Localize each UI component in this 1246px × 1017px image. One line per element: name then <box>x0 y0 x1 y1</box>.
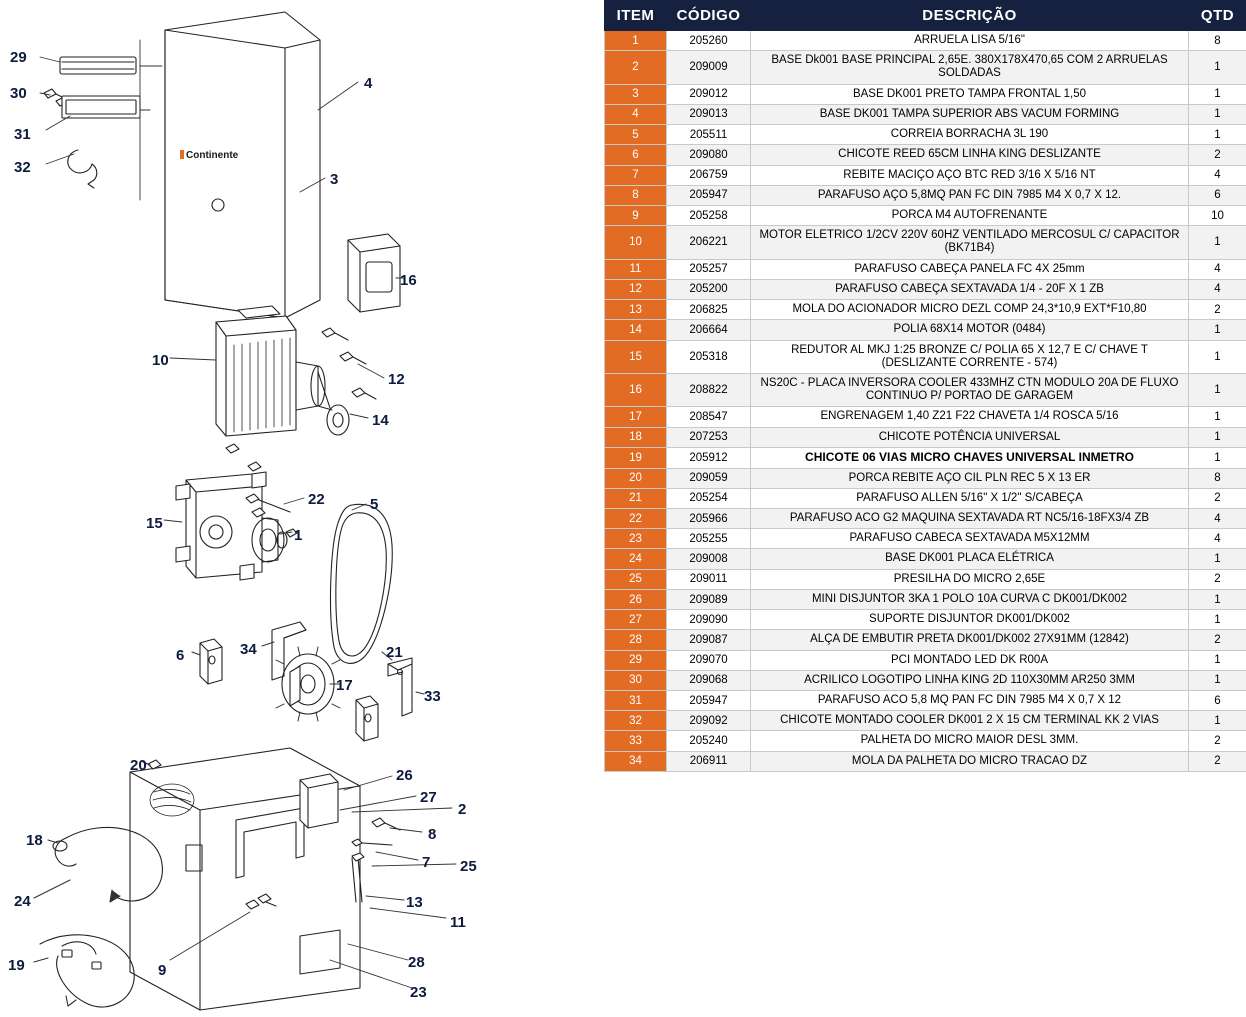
cell-codigo: 209009 <box>667 51 751 84</box>
cell-qtd: 1 <box>1189 447 1246 468</box>
cell-codigo: 205255 <box>667 529 751 549</box>
cell-item: 9 <box>605 205 667 225</box>
cell-item: 13 <box>605 300 667 320</box>
callout-23: 23 <box>410 984 427 1001</box>
cell-codigo: 209013 <box>667 104 751 124</box>
table-row <box>605 51 1246 84</box>
cell-item: 14 <box>605 320 667 340</box>
cell-codigo: 205966 <box>667 509 751 529</box>
table-row <box>605 447 1246 468</box>
table-row <box>605 185 1246 205</box>
cell-codigo: 205258 <box>667 205 751 225</box>
cell-qtd: 2 <box>1189 488 1246 508</box>
cell-codigo: 205260 <box>667 31 751 51</box>
table-row <box>605 320 1246 340</box>
v-belt-part <box>331 504 393 663</box>
cell-descricao: PORCA M4 AUTOFRENANTE <box>751 205 1189 225</box>
header-qtd: QTD <box>1189 1 1246 31</box>
cell-qtd: 1 <box>1189 226 1246 259</box>
cell-descricao: POLIA 68X14 MOTOR (0484) <box>751 320 1189 340</box>
callout-6: 6 <box>176 647 185 664</box>
cell-codigo: 207253 <box>667 427 751 447</box>
cell-item: 10 <box>605 226 667 259</box>
callout-5: 5 <box>370 496 379 513</box>
cell-item: 8 <box>605 185 667 205</box>
callout-20: 20 <box>130 757 147 774</box>
cell-descricao: PCI MONTADO LED DK R00A <box>751 650 1189 670</box>
cell-codigo: 206759 <box>667 165 751 185</box>
cell-descricao: REDUTOR AL MKJ 1:25 BRONZE C/ POLIA 65 X 12,7 E C/ CHAVE T (DESLIZANTE CORRENTE - 574) <box>751 340 1189 373</box>
callout-17: 17 <box>336 677 353 694</box>
table-row <box>605 84 1246 104</box>
cell-qtd: 10 <box>1189 205 1246 225</box>
cell-qtd: 1 <box>1189 670 1246 690</box>
led-pcb-part <box>60 57 136 74</box>
cell-codigo: 205912 <box>667 447 751 468</box>
callout-14: 14 <box>372 412 389 429</box>
table-row <box>605 670 1246 690</box>
metal-bracket-part <box>388 658 412 716</box>
table-row <box>605 31 1246 51</box>
cell-qtd: 1 <box>1189 549 1246 569</box>
callout-16: 16 <box>400 272 417 289</box>
parts-table <box>604 0 1246 772</box>
cell-item: 19 <box>605 447 667 468</box>
cell-item: 23 <box>605 529 667 549</box>
header-codigo: CÓDIGO <box>667 1 751 31</box>
cell-item: 17 <box>605 407 667 427</box>
callout-29: 29 <box>10 49 27 66</box>
cell-qtd: 8 <box>1189 468 1246 488</box>
cell-descricao: MINI DISJUNTOR 3KA 1 POLO 10A CURVA C DK001/DK002 <box>751 589 1189 609</box>
cell-qtd: 4 <box>1189 259 1246 279</box>
cell-descricao: ACRILICO LOGOTIPO LINHA KING 2D 110X30MM AR250 3MM <box>751 670 1189 690</box>
cell-codigo: 209012 <box>667 84 751 104</box>
cell-codigo: 209008 <box>667 549 751 569</box>
callout-12: 12 <box>388 371 405 388</box>
cell-item: 26 <box>605 589 667 609</box>
cell-item: 24 <box>605 549 667 569</box>
cell-codigo: 205254 <box>667 488 751 508</box>
svg-text:Continente: Continente <box>186 150 239 161</box>
table-row <box>605 468 1246 488</box>
cell-qtd: 1 <box>1189 125 1246 145</box>
cell-descricao: PARAFUSO CABEÇA PANELA FC 4X 25mm <box>751 259 1189 279</box>
electric-motor-part <box>216 306 349 436</box>
callout-30: 30 <box>10 85 27 102</box>
cell-qtd: 1 <box>1189 373 1246 406</box>
cell-qtd: 2 <box>1189 569 1246 589</box>
cell-descricao: PARAFUSO ALLEN 5/16" X 1/2" S/CABEÇA <box>751 488 1189 508</box>
callout-1: 1 <box>294 527 303 544</box>
callout-10: 10 <box>152 352 169 369</box>
header-descricao: DESCRIÇÃO <box>751 1 1189 31</box>
cell-item: 3 <box>605 84 667 104</box>
microswitch-harness-part <box>40 935 134 1007</box>
table-row <box>605 509 1246 529</box>
cell-descricao: MOLA DA PALHETA DO MICRO TRACAO DZ <box>751 751 1189 771</box>
cell-descricao: PARAFUSO ACO 5,8 MQ PAN FC DIN 7985 M4 X 0,7 X 12 <box>751 691 1189 711</box>
table-row <box>605 610 1246 630</box>
cell-item: 16 <box>605 373 667 406</box>
cell-descricao: BASE DK001 TAMPA SUPERIOR ABS VACUM FORMING <box>751 104 1189 124</box>
table-row <box>605 691 1246 711</box>
parts-list-panel <box>604 0 1246 1017</box>
cell-item: 2 <box>605 51 667 84</box>
cell-descricao: BASE Dk001 BASE PRINCIPAL 2,65E. 380X178X470,65 COM 2 ARRUELAS SOLDADAS <box>751 51 1189 84</box>
callout-8: 8 <box>428 826 437 843</box>
exploded-parts-diagram <box>0 0 600 1017</box>
cell-qtd: 8 <box>1189 31 1246 51</box>
table-row <box>605 751 1246 771</box>
callout-21: 21 <box>386 644 403 661</box>
reed-switch-part-b <box>356 696 378 741</box>
header-item: ITEM <box>605 1 667 31</box>
cell-codigo: 209089 <box>667 589 751 609</box>
diagram-drawing <box>0 0 600 1017</box>
cell-item: 15 <box>605 340 667 373</box>
cell-codigo: 206911 <box>667 751 751 771</box>
cell-item: 11 <box>605 259 667 279</box>
cell-codigo: 206664 <box>667 320 751 340</box>
cell-qtd: 2 <box>1189 300 1246 320</box>
cell-qtd: 1 <box>1189 589 1246 609</box>
cell-qtd: 1 <box>1189 610 1246 630</box>
cell-qtd: 1 <box>1189 650 1246 670</box>
cell-item: 20 <box>605 468 667 488</box>
table-row <box>605 650 1246 670</box>
cell-descricao: CHICOTE POTÊNCIA UNIVERSAL <box>751 427 1189 447</box>
cell-qtd: 6 <box>1189 691 1246 711</box>
cell-item: 6 <box>605 145 667 165</box>
cell-qtd: 1 <box>1189 711 1246 731</box>
cell-codigo: 209080 <box>667 145 751 165</box>
callout-31: 31 <box>14 126 31 143</box>
table-row <box>605 279 1246 299</box>
cell-descricao: PARAFUSO CABECA SEXTAVADA M5X12MM <box>751 529 1189 549</box>
callout-3: 3 <box>330 171 339 188</box>
parts-table-header <box>605 1 1246 31</box>
table-row <box>605 731 1246 751</box>
table-row <box>605 300 1246 320</box>
cell-descricao: PRESILHA DO MICRO 2,65E <box>751 569 1189 589</box>
cell-codigo: 209011 <box>667 569 751 589</box>
cell-qtd: 4 <box>1189 165 1246 185</box>
cell-codigo: 205947 <box>667 185 751 205</box>
table-row <box>605 549 1246 569</box>
cell-item: 34 <box>605 751 667 771</box>
cell-codigo: 205257 <box>667 259 751 279</box>
cell-descricao: PARAFUSO CABEÇA SEXTAVADA 1/4 - 20F X 1 ZB <box>751 279 1189 299</box>
cell-item: 21 <box>605 488 667 508</box>
callout-33: 33 <box>424 688 441 705</box>
table-row <box>605 630 1246 650</box>
table-row <box>605 125 1246 145</box>
table-row <box>605 427 1246 447</box>
cell-qtd: 4 <box>1189 529 1246 549</box>
cell-qtd: 1 <box>1189 84 1246 104</box>
callout-9: 9 <box>158 962 167 979</box>
micro-lever-part <box>272 622 306 680</box>
callout-11: 11 <box>450 914 466 931</box>
cell-item: 27 <box>605 610 667 630</box>
cell-qtd: 2 <box>1189 751 1246 771</box>
cell-descricao: SUPORTE DISJUNTOR DK001/DK002 <box>751 610 1189 630</box>
table-row <box>605 165 1246 185</box>
cell-item: 1 <box>605 31 667 51</box>
cell-item: 12 <box>605 279 667 299</box>
inverter-board-part <box>348 234 400 312</box>
table-row <box>605 104 1246 124</box>
cell-item: 5 <box>605 125 667 145</box>
cell-descricao: CHICOTE MONTADO COOLER DK001 2 X 15 CM TERMINAL KK 2 VIAS <box>751 711 1189 731</box>
cell-descricao: MOLA DO ACIONADOR MICRO DEZL COMP 24,3*10,9 EXT*F10,80 <box>751 300 1189 320</box>
cell-qtd: 1 <box>1189 427 1246 447</box>
cell-qtd: 4 <box>1189 509 1246 529</box>
brand-logo-plate <box>180 150 239 161</box>
callout-15: 15 <box>146 515 163 532</box>
cell-qtd: 1 <box>1189 104 1246 124</box>
callout-26: 26 <box>396 767 413 784</box>
table-row <box>605 340 1246 373</box>
callout-34: 34 <box>240 641 257 658</box>
gear-reducer-part <box>176 472 287 580</box>
cell-qtd: 1 <box>1189 320 1246 340</box>
callout-24: 24 <box>14 893 31 910</box>
cell-item: 18 <box>605 427 667 447</box>
callout-2: 2 <box>458 801 467 818</box>
table-header-row <box>605 1 1246 31</box>
cell-descricao: NS20C - PLACA INVERSORA COOLER 433MHZ CTN MODULO 20A DE FLUXO CONTINUO P/ PORTAO DE GARAGEM <box>751 373 1189 406</box>
cell-qtd: 2 <box>1189 145 1246 165</box>
cell-descricao: MOTOR ELETRICO 1/2CV 220V 60HZ VENTILADO MERCOSUL C/ CAPACITOR (BK71B4) <box>751 226 1189 259</box>
cell-codigo: 209087 <box>667 630 751 650</box>
cell-codigo: 205318 <box>667 340 751 373</box>
acrylic-logo-part <box>62 96 140 118</box>
cell-descricao: REBITE MACIÇO AÇO BTC RED 3/16 X 5/16 NT <box>751 165 1189 185</box>
callout-27: 27 <box>420 789 437 806</box>
cell-descricao: CHICOTE REED 65CM LINHA KING DESLIZANTE <box>751 145 1189 165</box>
cell-codigo: 205200 <box>667 279 751 299</box>
cell-item: 29 <box>605 650 667 670</box>
cell-item: 22 <box>605 509 667 529</box>
cell-qtd: 1 <box>1189 51 1246 84</box>
cell-item: 33 <box>605 731 667 751</box>
cell-codigo: 208822 <box>667 373 751 406</box>
table-row <box>605 569 1246 589</box>
cell-descricao: PARAFUSO AÇO 5,8MQ PAN FC DIN 7985 M4 X 0,7 X 12. <box>751 185 1189 205</box>
cell-item: 4 <box>605 104 667 124</box>
table-row <box>605 373 1246 406</box>
cell-codigo: 209059 <box>667 468 751 488</box>
cell-item: 32 <box>605 711 667 731</box>
cell-descricao: ARRUELA LISA 5/16" <box>751 31 1189 51</box>
cell-qtd: 1 <box>1189 340 1246 373</box>
callout-22: 22 <box>308 491 325 508</box>
cell-item: 30 <box>605 670 667 690</box>
callout-19: 19 <box>8 957 25 974</box>
table-row <box>605 407 1246 427</box>
parts-table-body <box>605 31 1246 772</box>
cell-codigo: 209070 <box>667 650 751 670</box>
cell-descricao: PORCA REBITE AÇO CIL PLN REC 5 X 13 ER <box>751 468 1189 488</box>
cell-codigo: 209068 <box>667 670 751 690</box>
cell-codigo: 206221 <box>667 226 751 259</box>
cooler-harness-part <box>68 150 97 188</box>
cell-codigo: 205240 <box>667 731 751 751</box>
table-row <box>605 259 1246 279</box>
cell-descricao: PALHETA DO MICRO MAIOR DESL 3MM. <box>751 731 1189 751</box>
cell-qtd: 2 <box>1189 630 1246 650</box>
cell-descricao: ALÇA DE EMBUTIR PRETA DK001/DK002 27X91MM (12842) <box>751 630 1189 650</box>
cell-descricao: BASE DK001 PLACA ELÉTRICA <box>751 549 1189 569</box>
cell-qtd: 6 <box>1189 185 1246 205</box>
cell-descricao: BASE DK001 PRETO TAMPA FRONTAL 1,50 <box>751 84 1189 104</box>
table-row <box>605 205 1246 225</box>
reed-switch-part-a <box>200 639 222 684</box>
table-row <box>605 488 1246 508</box>
cell-item: 7 <box>605 165 667 185</box>
cell-qtd: 4 <box>1189 279 1246 299</box>
cell-codigo: 205947 <box>667 691 751 711</box>
callout-25: 25 <box>460 858 477 875</box>
table-row <box>605 145 1246 165</box>
cell-codigo: 209092 <box>667 711 751 731</box>
cell-descricao: CHICOTE 06 VIAS MICRO CHAVES UNIVERSAL INMETRO <box>751 447 1189 468</box>
cell-item: 25 <box>605 569 667 589</box>
cell-qtd: 1 <box>1189 407 1246 427</box>
cell-descricao: ENGRENAGEM 1,40 Z21 F22 CHAVETA 1/4 ROSCA 5/16 <box>751 407 1189 427</box>
cell-codigo: 205511 <box>667 125 751 145</box>
table-row <box>605 711 1246 731</box>
cell-codigo: 206825 <box>667 300 751 320</box>
cell-item: 28 <box>605 630 667 650</box>
cell-descricao: CORREIA BORRACHA 3L 190 <box>751 125 1189 145</box>
callout-18: 18 <box>26 832 43 849</box>
cell-item: 31 <box>605 691 667 711</box>
table-row <box>605 226 1246 259</box>
callout-28: 28 <box>408 954 425 971</box>
cell-codigo: 209090 <box>667 610 751 630</box>
cell-codigo: 208547 <box>667 407 751 427</box>
callout-13: 13 <box>406 894 423 911</box>
callout-4: 4 <box>364 75 373 92</box>
callout-32: 32 <box>14 159 31 176</box>
cell-descricao: PARAFUSO ACO G2 MAQUINA SEXTAVADA RT NC5/16-18FX3/4 ZB <box>751 509 1189 529</box>
table-row <box>605 589 1246 609</box>
table-row <box>605 529 1246 549</box>
cabinet-cover-shape <box>165 12 320 318</box>
cell-qtd: 2 <box>1189 731 1246 751</box>
callout-7: 7 <box>422 854 431 871</box>
